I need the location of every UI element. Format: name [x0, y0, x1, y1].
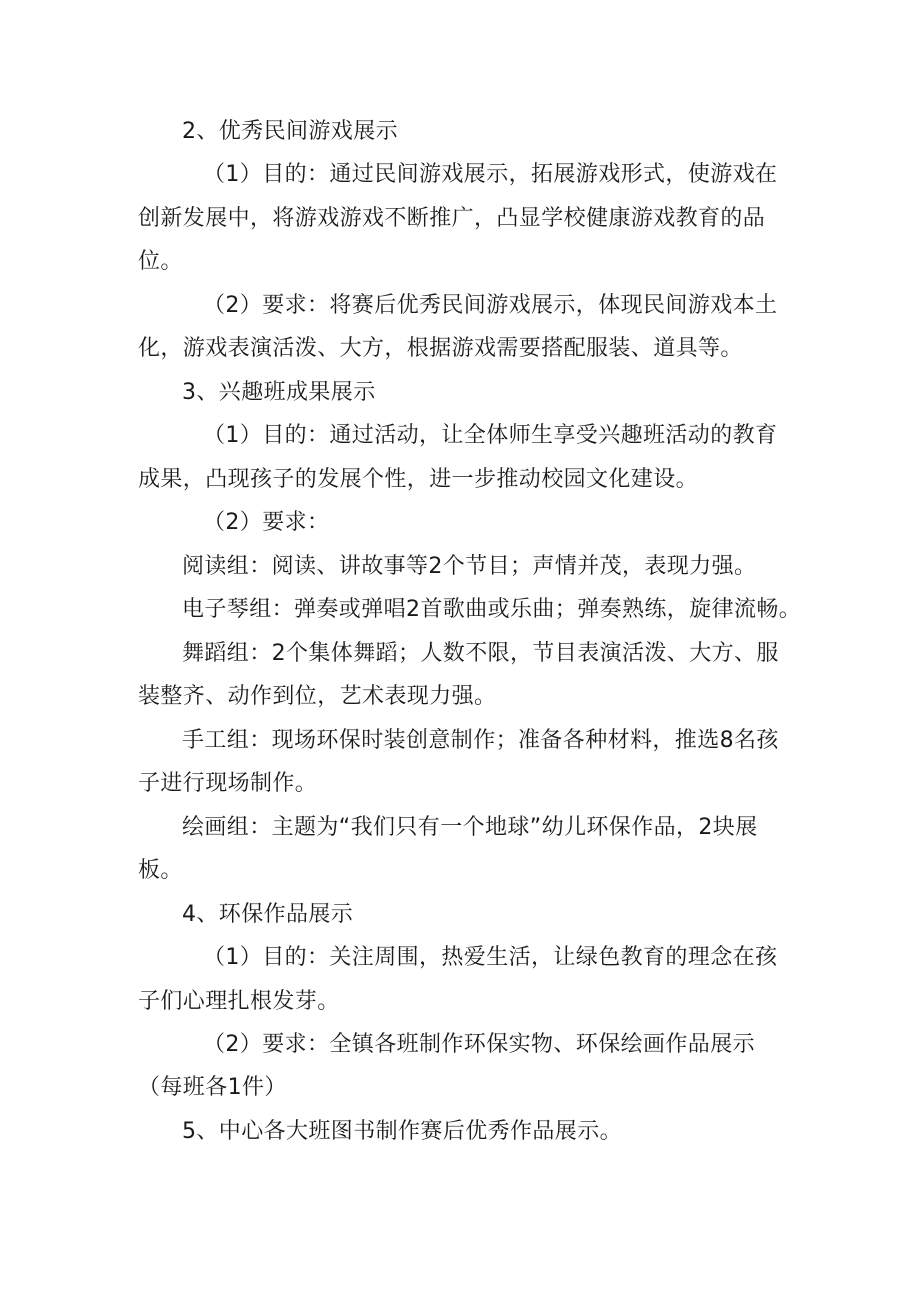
- paragraph-line: 创新发展中，将游戏游戏不断推广，凸显学校健康游戏教育的品: [138, 206, 766, 231]
- paragraph-line: 板。: [138, 858, 183, 883]
- paragraph-line: 子们心理扎根发芽。: [138, 989, 340, 1014]
- paragraph-line: （每班各1件）: [138, 1075, 287, 1100]
- paragraph-line: （1）目的：通过民间游戏展示，拓展游戏形式，使游戏在: [203, 162, 778, 187]
- paragraph-line: 子进行现场制作。: [138, 771, 318, 796]
- paragraph-line: 化，游戏表演活泼、大方，根据游戏需要搭配服装、道具等。: [138, 336, 743, 361]
- paragraph-line: 手工组：现场环保时装创意制作；准备各种材料，推选8名孩: [182, 728, 779, 753]
- paragraph-line: 装整齐、动作到位，艺术表现力强。: [138, 684, 497, 709]
- paragraph-line: 电子琴组：弹奏或弹唱2首歌曲或乐曲；弹奏熟练，旋律流畅。: [182, 597, 802, 622]
- heading-interest-class: 3、兴趣班成果展示: [182, 380, 376, 405]
- paragraph-line: 舞蹈组：2个集体舞蹈；人数不限，节目表演活泼、大方、服: [182, 641, 779, 666]
- paragraph-line: 绘画组：主题为“我们只有一个地球”幼儿环保作品，2块展: [182, 815, 758, 840]
- heading-folk-games: 2、优秀民间游戏展示: [182, 119, 398, 144]
- paragraph-line: （2）要求：全镇各班制作环保实物、环保绘画作品展示: [203, 1032, 755, 1057]
- paragraph-line: （1）目的：通过活动，让全体师生享受兴趣班活动的教育: [203, 423, 778, 448]
- paragraph-line: （2）要求：将赛后优秀民间游戏展示，体现民间游戏本土: [203, 293, 778, 318]
- paragraph-line: （1）目的：关注周围，热爱生活，让绿色教育的理念在孩: [203, 945, 778, 970]
- paragraph-line: 成果，凸现孩子的发展个性，进一步推动校园文化建设。: [138, 467, 699, 492]
- heading-book-making: 5、中心各大班图书制作赛后优秀作品展示。: [182, 1119, 622, 1144]
- heading-eco-works: 4、环保作品展示: [182, 902, 354, 927]
- paragraph-line: 位。: [138, 249, 183, 274]
- paragraph-line: （2）要求：: [203, 510, 330, 535]
- paragraph-line: 阅读组：阅读、讲故事等2个节目；声情并茂，表现力强。: [182, 554, 757, 579]
